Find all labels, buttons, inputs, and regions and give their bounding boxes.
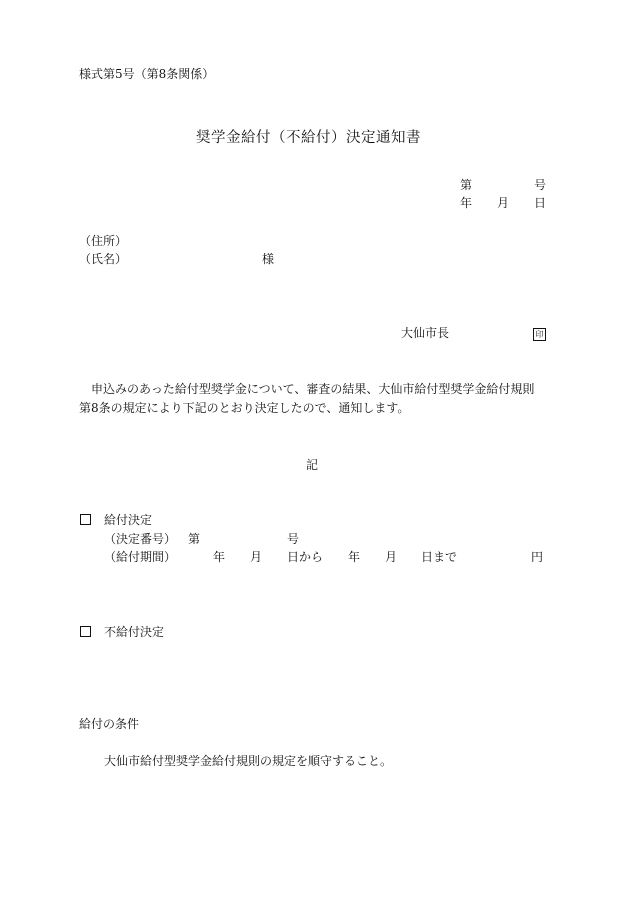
rejection-checkbox[interactable] xyxy=(80,624,91,640)
date-day: 日 xyxy=(534,196,547,210)
conditions-text: 大仙市給付型奨学金給付規則の規定を順守すること。 xyxy=(104,754,393,768)
date-month: 月 xyxy=(497,196,510,210)
body-line-2: 第8条の規定により下記のとおり決定したので、通知します。 xyxy=(79,401,410,415)
period-from-month: 月 xyxy=(250,550,263,564)
document-title: 奨学金給付（不給付）決定通知書 xyxy=(196,130,421,146)
approval-label: 給付決定 xyxy=(104,513,153,527)
period-label: （給付期間） xyxy=(104,550,177,564)
body-line-1: 申込みのあった給付型奨学金について、審査の結果、大仙市給付型奨学金給付規則 xyxy=(91,382,535,396)
rejection-label: 不給付決定 xyxy=(104,625,165,639)
period-to-day: 日まで xyxy=(421,550,458,564)
conditions-heading: 給付の条件 xyxy=(79,717,140,731)
approval-checkbox[interactable] xyxy=(80,512,91,528)
doc-number-suffix: 号 xyxy=(534,178,547,192)
address-label: （住所） xyxy=(79,234,128,248)
period-to-year: 年 xyxy=(348,550,361,564)
name-label: （氏名） xyxy=(79,252,128,266)
doc-number-prefix: 第 xyxy=(460,178,473,192)
period-from-year: 年 xyxy=(213,550,226,564)
seal-box: 印 xyxy=(533,328,546,341)
date-year: 年 xyxy=(460,196,473,210)
form-number: 様式第5号（第8条関係） xyxy=(79,67,215,81)
honorific: 様 xyxy=(262,252,275,266)
decision-number-suffix: 号 xyxy=(287,532,300,546)
ki-label: 記 xyxy=(306,458,319,472)
issuer-title: 大仙市長 xyxy=(401,326,450,340)
decision-number-prefix: 第 xyxy=(188,532,201,546)
decision-number-label: （決定番号） xyxy=(104,532,177,546)
period-from-day: 日から xyxy=(287,550,324,564)
period-to-month: 月 xyxy=(385,550,398,564)
amount-yen: 円 xyxy=(531,550,544,564)
seal-mark xyxy=(533,325,546,341)
